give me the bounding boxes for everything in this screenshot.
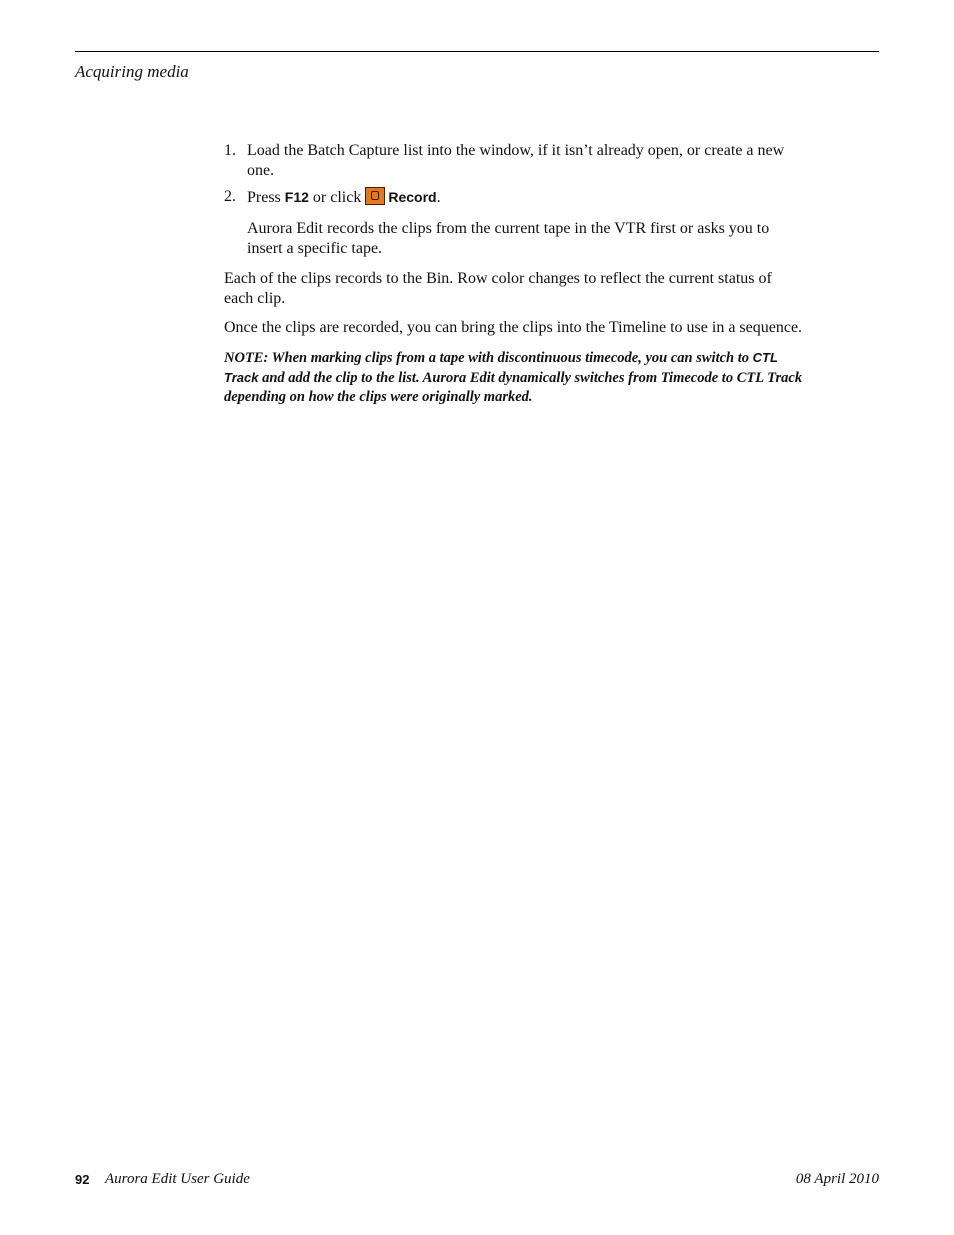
note [224,348,804,407]
header-rule [75,51,879,52]
note-rest: and add the clip to the list. Aurora Edit dynamically switches from Timecode to CTL Track depending on how the clips were originally marked. [224,370,803,405]
publication-date: 08 April 2010 [795,1171,879,1187]
step-text-press: Press [247,189,281,206]
step-number: 2. [224,188,236,205]
body-content [224,141,804,407]
step-text-period: . [436,189,441,206]
section-title: Acquiring media [75,62,189,81]
note-term: CTL Track [224,350,778,385]
step-text-or-click: or click [312,189,362,206]
guide-title: Aurora Edit User Guide [105,1171,250,1187]
list-item [224,141,804,181]
note-lead: NOTE: When marking clips from a tape with discontinuous timecode, you can switch to [224,350,750,366]
step-number: 1. [224,142,236,159]
list-item [224,187,804,208]
record-button[interactable] [365,189,436,206]
paragraph: Once the clips are recorded, you can bring the clips into the Timeline to use in a sequence. [224,319,803,336]
page-number: 92 [75,1172,90,1187]
paragraph: Each of the clips records to the Bin. Row color changes to reflect the current status of each clip. [224,270,772,307]
record-icon [365,187,385,205]
step-text: Load the Batch Capture list into the window, if it isn’t already open, or create a new one. [247,142,785,179]
step-result: Aurora Edit records the clips from the current tape in the VTR first or asks you to insert a specific tape. [247,220,770,257]
key-f12: F12 [284,189,309,205]
record-label: Record [388,189,437,205]
